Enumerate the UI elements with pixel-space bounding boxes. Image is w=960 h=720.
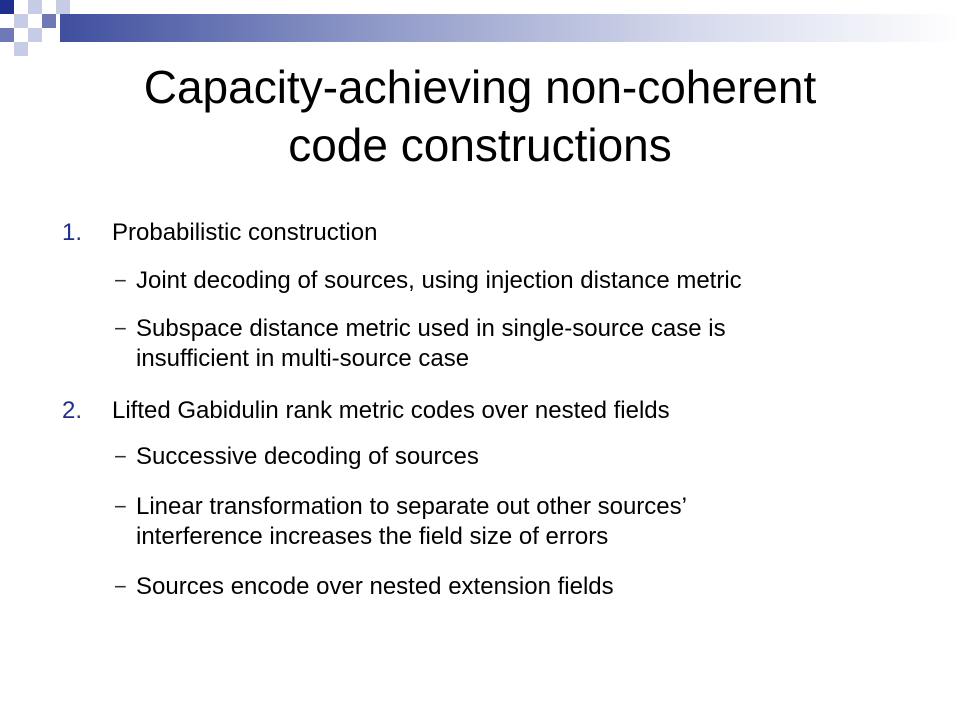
- deco-square: [0, 28, 14, 42]
- deco-square: [14, 14, 28, 28]
- list-number: 1.: [62, 219, 83, 246]
- deco-square: [0, 0, 14, 14]
- list-number: 2.: [62, 397, 83, 424]
- sub-list-item-line: Subspace distance metric used in single-source case is: [136, 315, 726, 342]
- sub-list-item-line: Joint decoding of sources, using injection distance metric: [136, 267, 742, 294]
- deco-square: [56, 0, 70, 14]
- header-gradient-bar: [60, 14, 960, 42]
- dash-bullet-icon: −: [114, 316, 127, 341]
- sub-list-item: [136, 492, 687, 552]
- sub-list-item: [136, 314, 726, 374]
- slide-title-line: code constructions: [288, 119, 672, 171]
- dash-bullet-icon: −: [114, 268, 127, 293]
- list-item: Lifted Gabidulin rank metric codes over nested fields: [112, 397, 670, 424]
- slide-title: [40, 58, 920, 174]
- sub-list-item: [136, 266, 742, 296]
- sub-list-item: [136, 572, 614, 602]
- sub-list-item-line: Linear transformation to separate out other sources’: [136, 493, 687, 520]
- header-decoration: [0, 0, 960, 60]
- deco-square: [28, 0, 42, 14]
- dash-bullet-icon: −: [114, 494, 127, 519]
- slide-title-line: Capacity-achieving non-coherent: [143, 61, 817, 113]
- sub-list-item-line: Successive decoding of sources: [136, 443, 479, 470]
- deco-square: [42, 14, 56, 28]
- sub-list-item-line: insufficient in multi-source case: [136, 345, 470, 372]
- deco-square: [28, 28, 42, 42]
- list-item: Probabilistic construction: [112, 219, 378, 246]
- sub-list-item-line: interference increases the field size of errors: [136, 523, 609, 550]
- dash-bullet-icon: −: [114, 574, 127, 599]
- dash-bullet-icon: −: [114, 444, 127, 469]
- deco-square: [14, 42, 28, 56]
- sub-list-item-line: Sources encode over nested extension fields: [136, 573, 614, 600]
- sub-list-item: [136, 442, 479, 472]
